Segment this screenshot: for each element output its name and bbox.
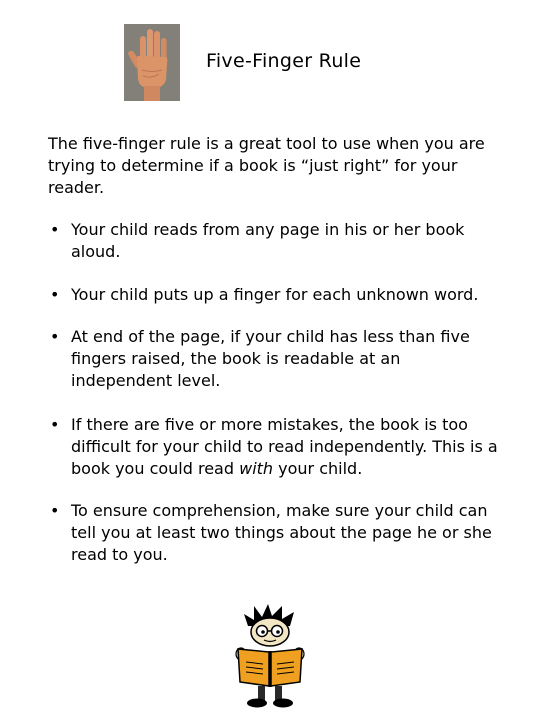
document-title: Five-Finger Rule [206,50,362,72]
list-item-text: Your child reads from any page in his or her book aloud. [71,220,465,261]
list-item [50,284,500,306]
bullet-marker: • [50,415,60,434]
bullet-marker: • [50,285,60,304]
bullet-marker: • [50,501,60,520]
list-item-text-part: your child. [273,459,363,478]
list-item-text: To ensure comprehension, make sure your child can tell you at least two things about the page he or she read to you. [71,501,492,564]
list-item-text [71,414,500,480]
child-reading-book-icon [232,604,308,708]
list-item [50,326,500,392]
emphasized-word: with [239,459,274,478]
list-item-text-part: If there are five or more mistakes, the book is too difficult for your child to read independently. This is a book you could read [71,415,498,478]
bullet-marker: • [50,220,60,239]
intro-paragraph: The five-finger rule is a great tool to use when you are trying to determine if a book is “just right” for your reader. [48,134,485,197]
list-item [50,500,500,566]
list-item [50,414,500,480]
list-item-text: Your child puts up a finger for each unknown word. [71,285,479,304]
bullet-marker: • [50,327,60,346]
list-item [50,219,500,263]
list-item-text: At end of the page, if your child has less than five fingers raised, the book is readable at an independent level. [71,327,470,390]
